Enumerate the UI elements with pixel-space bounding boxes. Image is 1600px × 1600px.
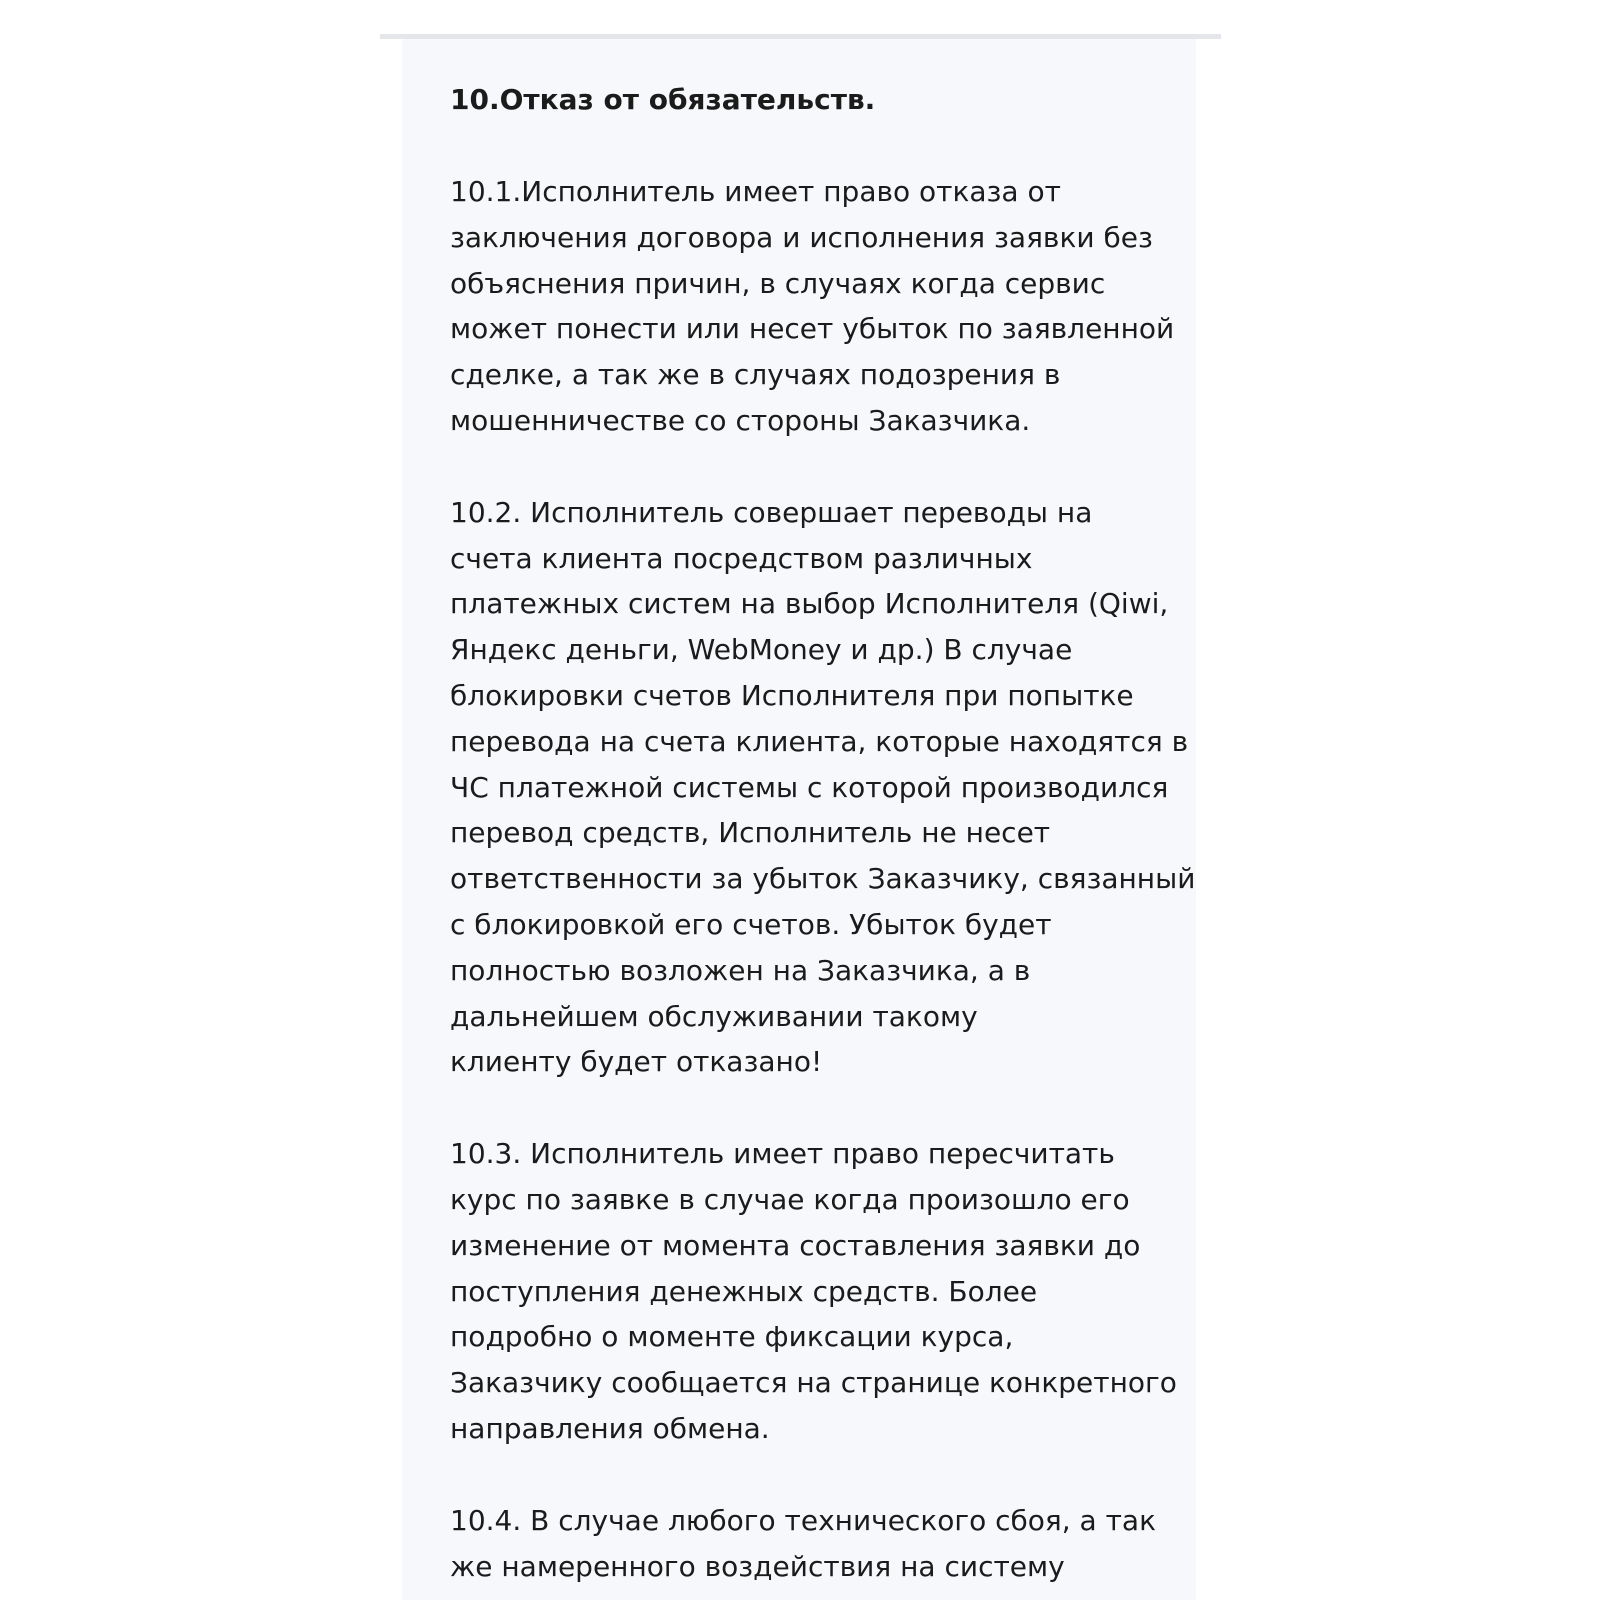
text-line: Яндекс деньги, WebMoney и др.) В случае xyxy=(450,633,1073,667)
text-line: 10.4. В случае любого технического сбоя, а так xyxy=(450,1503,1156,1537)
text-line: 10.3. Исполнитель имеет право пересчитать xyxy=(450,1137,1115,1171)
text-line: 10.2. Исполнитель совершает переводы на xyxy=(450,495,1093,529)
text-line: полностью возложен на Заказчика, а в xyxy=(450,953,1031,987)
text-line: заключения договора и исполнения заявки без xyxy=(450,220,1153,254)
text-line: Заказчику сообщается на странице конкретного xyxy=(450,1366,1177,1400)
text-line: блокировки счетов Исполнителя при попытке xyxy=(450,678,1134,712)
text-line: клиенту будет отказано! xyxy=(450,1045,823,1079)
text-line: перевода на счета клиента, которые находятся в xyxy=(450,724,1189,758)
text-line: мошенничестве со стороны Заказчика. xyxy=(450,403,1031,437)
text-line: сделке, а так же в случаях подозрения в xyxy=(450,358,1061,392)
text-line: изменение от момента составления заявки до xyxy=(450,1228,1141,1262)
text-line: курс по заявке в случае когда произошло его xyxy=(450,1182,1130,1216)
text-line: ответственности за убыток Заказчику, связанный xyxy=(450,862,1196,896)
text-line: направления обмена. xyxy=(450,1411,770,1445)
text-line: дальнейшем обслуживании такому xyxy=(450,999,978,1033)
text-line: с блокировкой его счетов. Убыток будет xyxy=(450,907,1052,941)
text-line: платежных систем на выбор Исполнителя (Qiwi, xyxy=(450,587,1169,621)
text-line: может понести или несет убыток по заявленной xyxy=(450,312,1175,346)
clause-10-1 xyxy=(450,169,1175,444)
clause-10-3 xyxy=(450,1131,1177,1452)
text-line: объяснения причин, в случаях когда сервис xyxy=(450,266,1106,300)
text-line: подробно о моменте фиксации курса, xyxy=(450,1320,1014,1354)
terms-section-card xyxy=(402,39,1196,1600)
section-heading: 10.Отказ от обязательств. xyxy=(450,83,876,116)
text-line: ЧС платежной системы с которой производился xyxy=(450,770,1169,804)
text-line: 10.1.Исполнитель имеет право отказа от xyxy=(450,175,1061,208)
clause-10-4 xyxy=(450,1498,1170,1590)
text-line: счета клиента посредством различных xyxy=(450,541,1033,575)
clause-10-2 xyxy=(450,490,1196,1085)
text-line: перевод средств, Исполнитель не несет xyxy=(450,816,1051,850)
text-line: же намеренного воздействия на систему xyxy=(450,1549,1065,1583)
terms-content xyxy=(450,77,1196,1600)
text-line: поступления денежных средств. Более xyxy=(450,1274,1038,1308)
